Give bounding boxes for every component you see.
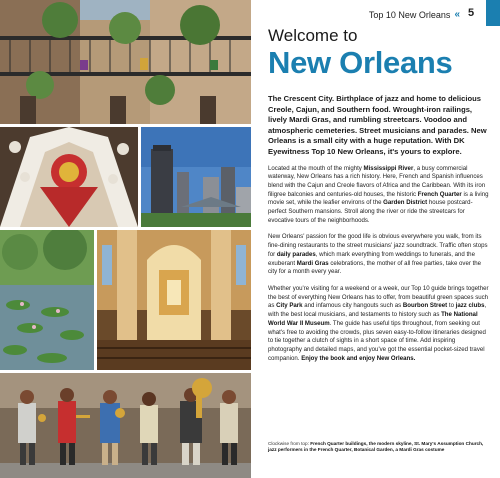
p3-text-2: and infamous city hangouts such as	[302, 302, 403, 310]
p2-text-2: , which mark everything from weddings to funerals, and the exuberant	[268, 250, 475, 267]
p3-text-5: . The guide has useful tips throughout, from seeking out what's free to avoiding the crowds, plus seven easy-to-follow itineraries designed to tie together a clutch of sights in a short space of time. Add inspiring photography and detailed maps, and you've got the essential pocket-sized travel companion.	[268, 319, 486, 362]
running-head-title: Top 10 New Orleans	[368, 9, 451, 20]
p1-text-3: is a living movie set, while the leafier environs of the	[268, 190, 489, 207]
p3-text-3: to	[447, 302, 456, 310]
photo-jazz-performers	[0, 373, 251, 478]
p1-text-1: Located at the mouth of the mighty	[268, 164, 364, 172]
running-head	[369, 9, 460, 20]
welcome-heading: Welcome to	[268, 26, 358, 45]
p1-text-2: , a busy commercial waterway, New Orleans has a rich history. Here, French and Spanish influences blend with the Cajun and Creole flavors of Africa and the Caribbean. With its iron filigree balconies and centuries-old houses, the historic	[268, 164, 486, 198]
guillemet-icon: «	[454, 9, 460, 20]
page-title: New Orleans	[268, 45, 453, 80]
p3-bold-3: jazz clubs	[455, 302, 485, 310]
body-paragraph-2	[268, 233, 490, 277]
article	[268, 26, 490, 371]
p2-text-1: New Orleans' passion for the good life is obvious everywhere you walk, from its fine-dining restaurants to the street musicians' jazz soundtrack. Traffic often stops for	[268, 233, 488, 258]
p3-text-1: Whether you're visiting for a weekend or a week, our Top 10 guide brings together the best of everything New Orleans has to offer, from beautiful green spaces such as	[268, 285, 489, 310]
caption-text: French Quarter buildings, the modern skyline, St. Mary's Assumption Church, jazz performers in the French Quarter, Botanical Garden, a Mardi Gras costume	[268, 441, 484, 453]
body-paragraph-3	[268, 285, 490, 363]
caption-lead: Clockwise from top:	[268, 441, 311, 446]
body-paragraph-1	[268, 165, 490, 226]
p3-bold-2: Bourbon Street	[402, 302, 448, 310]
photo-french-quarter-buildings	[0, 0, 251, 124]
p2-bold-2: Mardi Gras	[296, 259, 329, 267]
page-number: 5	[460, 5, 482, 21]
photo-caption	[268, 441, 490, 454]
p1-text-4: house postcard-perfect Southern mansions. Stroll along the river or ride the streetcars for evocative tours of the neighborhoods.	[268, 199, 473, 224]
p3-bold-1: City Park	[276, 302, 303, 310]
photo-botanical-garden	[0, 230, 94, 370]
page-tab-bar	[486, 0, 500, 26]
p2-bold-1: daily parades	[276, 250, 316, 258]
p1-bold-3: Garden District	[383, 199, 428, 207]
p1-bold-1: Mississippi River	[363, 164, 414, 172]
photo-modern-skyline	[141, 127, 251, 227]
p3-bold-5: Enjoy the book and enjoy New Orleans.	[301, 354, 416, 362]
p2-text-3: celebrations, the mother of all free parties, take over the city for a month every year.	[268, 259, 482, 276]
p1-bold-2: French Quarter	[417, 190, 462, 198]
photo-mardi-gras-costume	[0, 127, 138, 227]
intro-paragraph: The Crescent City. Birthplace of jazz and home to delicious Creole, Cajun, and Southern food. Wrought-iron railings, lively Mardi Gras, and rumbling streetcars. Voodoo and atmospheric cemeteries. Street musicians and parades. New Orleans is a small city with a huge reputation. With DK Eyewitness Top 10 New Orleans, it's yours to explore.	[268, 94, 487, 156]
p3-text-4: , with the best local musicians, and testaments to history such as	[268, 302, 487, 319]
p3-bold-4: The National World War II Museum	[268, 311, 478, 327]
photo-st-marys-church	[97, 230, 251, 370]
